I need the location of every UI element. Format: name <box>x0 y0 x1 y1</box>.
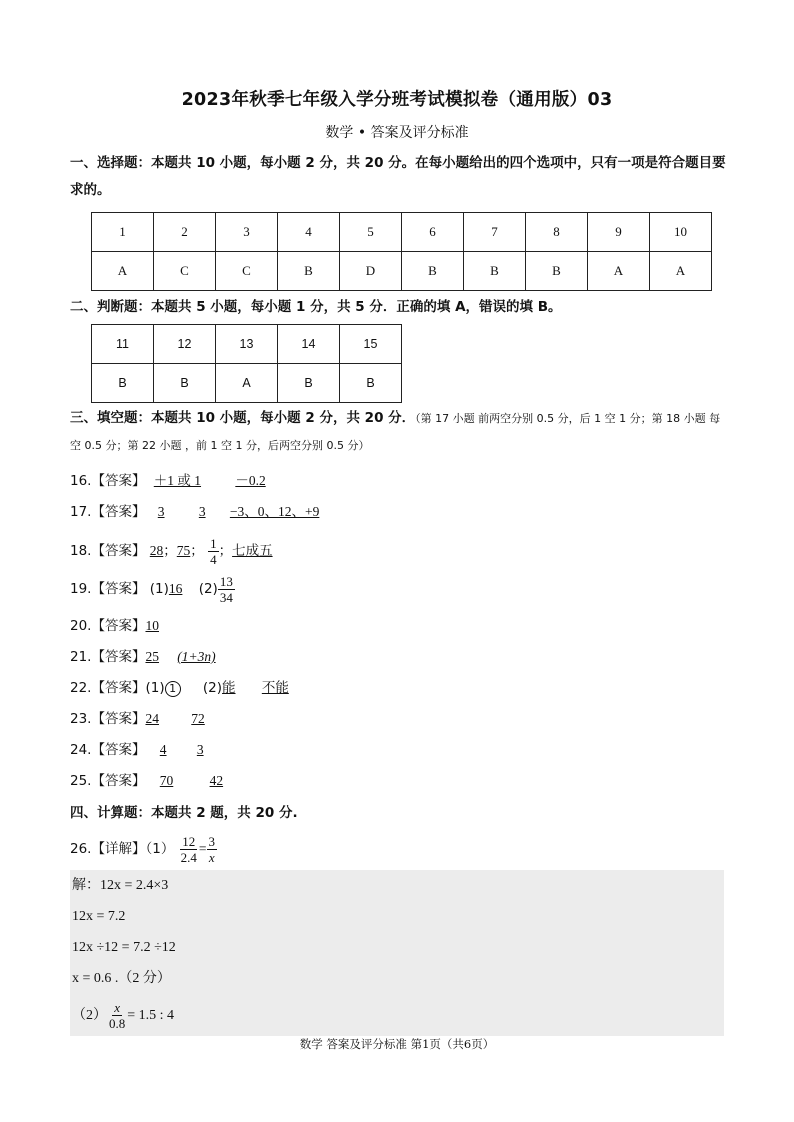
answer-21 <box>70 647 216 667</box>
page-subtitle: 数学 • 答案及评分标准 <box>325 125 469 141</box>
answer-value: 25 <box>145 649 159 664</box>
section-2-heading: 二、判断题：本题共 5 小题，每小题 1 分，共 5 分．正确的填 A，错误的填 B。 <box>70 299 562 315</box>
answer-value: 不能 <box>261 680 289 695</box>
part-label: (1) <box>145 680 165 696</box>
answer-value: −3、0、12、+9 <box>229 504 320 519</box>
table-cell: 13 <box>216 325 278 364</box>
answer-tag: 【答案】 <box>91 649 146 665</box>
separator: ； <box>190 543 204 559</box>
choice-answer-table <box>91 212 712 291</box>
answer-17 <box>70 502 319 522</box>
fraction: $\frac{3}{x}$ <box>208 833 215 865</box>
section-3-note: （第 17 小题 前两空分别 0.5 分，后 1 空 1 分；第 18 小题 每空 0.5 分；第 22 小题 ，前 1 空 1 分，后两空分别 0.5 分） <box>70 412 721 452</box>
table-cell: 2 <box>154 213 216 252</box>
table-cell: 5 <box>340 213 402 252</box>
question-number: 18. <box>70 543 92 559</box>
answer-value: 3 <box>196 742 204 757</box>
answer-value: 72 <box>191 711 205 726</box>
table-cell: 10 <box>650 213 712 252</box>
solution-step: 12x = 7.2 <box>72 909 126 924</box>
answer-20 <box>70 616 159 636</box>
answer-tag: 【答案】 <box>91 680 146 696</box>
answer-value: 3 <box>198 504 206 519</box>
part-label: (2) <box>198 581 218 597</box>
table-cell: B <box>92 364 154 403</box>
table-cell: 4 <box>278 213 340 252</box>
table-cell: C <box>154 252 216 291</box>
table-cell: B <box>340 364 402 403</box>
answer-value: 28 <box>149 543 164 558</box>
solution-step: x = 0.6 .（2 分） <box>72 971 171 986</box>
part-label: （1） <box>145 841 175 857</box>
table-cell: B <box>526 252 588 291</box>
answer-value: ＋1 或 1 <box>153 473 202 488</box>
part-label: （2） <box>72 1008 107 1023</box>
detail-tag: 【详解】 <box>91 841 146 857</box>
answer-value: 3 <box>157 504 165 519</box>
table-cell: A <box>588 252 650 291</box>
judge-answer-table <box>91 324 402 403</box>
answer-tag: 【答案】 <box>91 473 146 489</box>
table-cell: A <box>216 364 278 403</box>
section-4-heading: 四、计算题：本题共 2 题，共 20 分. <box>70 805 298 821</box>
fraction: $\frac{13}{34}$ <box>219 573 233 605</box>
question-number: 26. <box>70 841 92 857</box>
part-label: (2) <box>202 680 223 696</box>
solution-step: 12x ÷12 = 7.2 ÷12 <box>72 940 176 955</box>
answer-tag: 【答案】 <box>91 742 146 758</box>
table-cell: 7 <box>464 213 526 252</box>
answer-tag: 【答案】 <box>91 773 146 789</box>
answer-value: －0.2 <box>235 473 266 488</box>
page-footer: 数学 答案及评分标准 第1页（共6页） <box>299 1037 495 1051</box>
table-cell: B <box>402 252 464 291</box>
table-cell: 12 <box>154 325 216 364</box>
answer-value: 七成五 <box>232 543 273 558</box>
table-cell: B <box>278 364 340 403</box>
question-number: 22. <box>70 680 92 696</box>
answer-tag: 【答案】 <box>91 504 146 520</box>
question-number: 24. <box>70 742 92 758</box>
solution-step <box>72 998 174 1034</box>
table-cell: 14 <box>278 325 340 364</box>
fraction: $\frac{x}{0.8}$ <box>109 1000 126 1032</box>
part-label: (1) <box>149 581 169 597</box>
question-number: 17. <box>70 504 92 520</box>
answer-value: 10 <box>145 618 159 633</box>
answer-value: 4 <box>159 742 167 757</box>
section-1-heading: 一、选择题：本题共 10 小题，每小题 2 分，共 20 分。在每小题给出的四个选项中，只有一项是符合题目要求的。 <box>70 155 726 198</box>
table-cell: B <box>278 252 340 291</box>
table-row <box>92 213 712 252</box>
answer-24 <box>70 740 204 760</box>
answer-value: 24 <box>145 711 159 726</box>
answer-19 <box>70 572 235 606</box>
answer-tag: 【答案】 <box>91 711 146 727</box>
circled-answer: 1 <box>165 681 181 697</box>
answer-tag: 【答案】 <box>91 581 146 597</box>
answer-18 <box>70 534 273 568</box>
answer-16 <box>70 471 266 491</box>
question-number: 25. <box>70 773 92 789</box>
answer-25 <box>70 771 223 791</box>
table-row <box>92 252 712 291</box>
table-cell: 11 <box>92 325 154 364</box>
table-cell: 15 <box>340 325 402 364</box>
separator: ； <box>218 543 233 559</box>
answer-value: (1+3n) <box>177 649 216 664</box>
question-number: 20. <box>70 618 92 634</box>
table-cell: 8 <box>526 213 588 252</box>
table-cell: A <box>92 252 154 291</box>
answer-tag: 【答案】 <box>91 543 146 559</box>
page-title: 2023年秋季七年级入学分班考试模拟卷（通用版）03 <box>181 90 613 110</box>
table-row <box>92 364 402 403</box>
answer-value: 42 <box>209 773 224 788</box>
answer-22 <box>70 678 289 698</box>
table-cell: A <box>650 252 712 291</box>
answer-23 <box>70 709 205 729</box>
question-number: 16. <box>70 473 92 489</box>
table-cell: 3 <box>216 213 278 252</box>
answer-value: 70 <box>159 773 174 788</box>
fraction: $\frac{12}{2.4}$ <box>180 833 197 865</box>
equation-rhs: = 1.5 : 4 <box>127 1008 175 1023</box>
table-row <box>92 325 402 364</box>
table-cell: B <box>154 364 216 403</box>
table-cell: 1 <box>92 213 154 252</box>
section-3-title: 三、填空题：本题共 10 小题，每小题 2 分，共 20 分． <box>70 410 416 426</box>
answer-value: 75 <box>176 543 191 558</box>
table-cell: C <box>216 252 278 291</box>
table-cell: 9 <box>588 213 650 252</box>
fraction: $\frac{1}{4}$ <box>210 535 217 567</box>
answer-value: 16 <box>168 581 183 596</box>
equals-sign: = <box>198 841 207 856</box>
question-number: 21. <box>70 649 92 665</box>
question-number: 23. <box>70 711 92 727</box>
answer-value: 能 <box>222 680 236 695</box>
table-cell: D <box>340 252 402 291</box>
separator: ； <box>163 543 177 559</box>
solution-step: 解：12x = 2.4×3 <box>72 878 169 893</box>
question-number: 19. <box>70 581 92 597</box>
section-3-heading <box>70 405 730 459</box>
answer-tag: 【答案】 <box>91 618 146 634</box>
table-cell: B <box>464 252 526 291</box>
question-26-header <box>70 832 217 866</box>
table-cell: 6 <box>402 213 464 252</box>
